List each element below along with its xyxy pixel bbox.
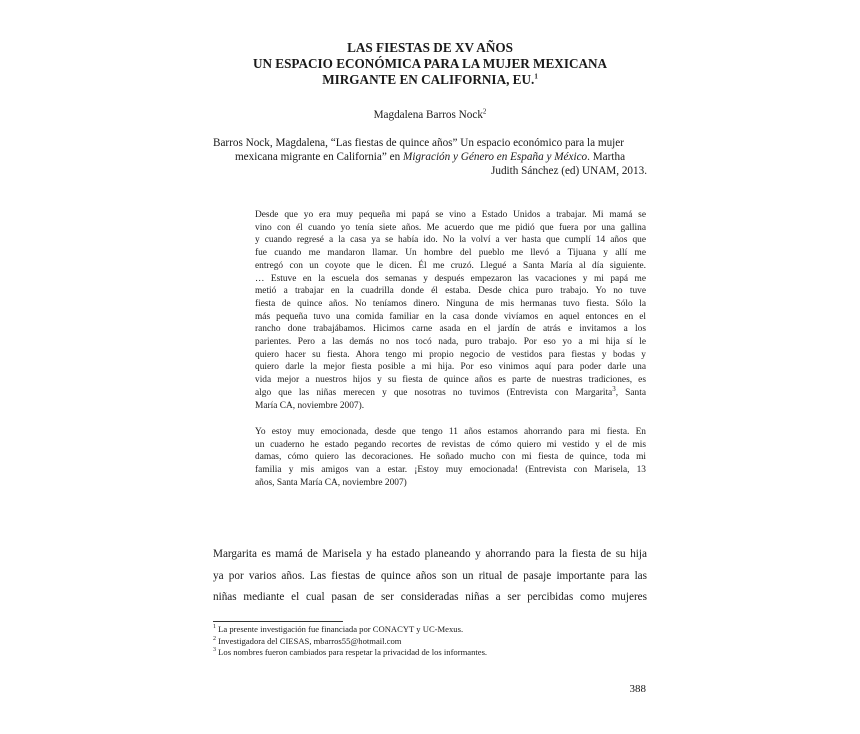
quote-line-tail: , Santa <box>615 387 646 398</box>
footnote-2 <box>213 636 647 648</box>
quote-line: Desde que yo era muy pequeña mi papá se vino a Estado Unidos a trabajar. Mi mamá se <box>255 210 646 220</box>
page-number: 388 <box>629 683 646 695</box>
citation-block <box>213 136 647 178</box>
quote-line: familia y mis amigos van a estar. ¡Estoy muy emocionada! (Entrevista con Marisela, 13 <box>255 465 646 476</box>
quote-line-text: algo que las niñas merecen y que nosotras no tuvimos (Entrevista con Margarita <box>255 387 613 398</box>
citation-line-3: Judith Sánchez (ed) UNAM, 2013. <box>491 165 647 177</box>
quote-line: y cuando regresé a la casa ya se había ido. No la volví a ver hasta que cumplí 14 años que <box>255 235 646 246</box>
footnote-mark: 3 <box>213 647 216 654</box>
quote-line: vino con él cuando yo tenía siete años. Me acuerdo que me pidió que fuera por una gallina <box>255 222 646 233</box>
footnote-mark: 1 <box>213 624 216 631</box>
footnote-separator <box>213 621 343 622</box>
quote-line: rancho done trabajábamos. Hicimos carne asada en el jardín de atrás e invitamos a los <box>255 324 646 335</box>
author-name: Magdalena Barros Nock <box>373 109 483 121</box>
quote-line: María CA, noviembre 2007). <box>255 400 365 411</box>
body-line: niñas mediante el cual pasan de ser consideradas niñas a ser percibidas como mujeres <box>213 591 647 603</box>
quote-line: vida mejor a nuestros hijos y su fiesta de quince años es parte de nuestras tradiciones, es <box>255 375 646 386</box>
quote-line: fiesta de quince años. No teníamos dinero. Ninguna de mis hermanas tuvo fiesta. Sólo la <box>255 298 646 309</box>
footnote-ref-1[interactable]: 1 <box>534 72 538 81</box>
quote-line: Yo estoy muy emocionada, desde que tengo 11 años estamos ahorrando para mi fiesta. En <box>255 427 646 437</box>
author-line <box>213 108 647 122</box>
footnote-1 <box>213 624 647 636</box>
quote-line: damas, cómo quiero las decoraciones. He soñado mucho con mi fiesta de quince, toda mi <box>255 452 646 463</box>
citation-book-title: Migración y Género en España y México <box>403 151 588 163</box>
quote-line: quiero darle la mejor fiesta posible a mi hija. Por eso vinimos aquí para poder darle una <box>255 362 646 373</box>
body-paragraph <box>213 544 647 609</box>
title-line-1: LAS FIESTAS DE XV AÑOS <box>347 40 513 55</box>
quote-line: … Estuve en la escuela dos semanas y después empezaron las vacaciones y mi papá me <box>255 273 646 284</box>
quote-line: entregó con un coyote que le dicen. Él me cruzó. Llegué a Santa María al día siguiente. <box>255 260 646 271</box>
body-line: ya por varios años. Las fiestas de quince años son un ritual de pasaje importante para las <box>213 569 647 582</box>
citation-line-2-pre: mexicana migrante en California” en <box>234 151 404 163</box>
footnote-text: Investigadora del CIESAS, mbarros55@hotmail.com <box>216 635 402 646</box>
title-line-3-text: MIRGANTE EN CALIFORNIA, EU. <box>322 72 535 87</box>
title-line-3 <box>213 72 647 88</box>
quote-line: años, Santa María CA, noviembre 2007) <box>255 477 407 488</box>
footnote-ref-2[interactable]: 2 <box>482 107 487 116</box>
body-line: Margarita es mamá de Marisela y ha estado planeando y ahorrando para la fiesta de su hija <box>213 548 647 560</box>
footnote-mark: 2 <box>213 635 216 642</box>
quote-line: metió a trabajar en la cuadrilla donde él estaba. Desde chica puro trabajo. Yo no tuve <box>255 286 646 297</box>
footnote-3 <box>213 647 647 659</box>
block-quote-marisela <box>255 426 646 490</box>
paper-title <box>213 40 647 88</box>
footnote-text: Los nombres fueron cambiados para respetar la privacidad de los informantes. <box>216 647 488 658</box>
citation-line-1: Barros Nock, Magdalena, “Las fiestas de quince años” Un espacio económico para la mujer <box>213 137 624 149</box>
quote-line: parientes. Pero a las demás no nos tocó nada, puro trabajo. Por eso yo a mi hija sí le <box>255 337 646 348</box>
quote-line: fue cuando me mandaron llamar. Un hombre del pueblo me llevó a Tijuana y allí me <box>255 248 646 259</box>
footnotes <box>213 624 647 659</box>
quote-line: quiero hacer su fiesta. Ahora tengo mi propio negocio de vestidos para fiestas y bodas y <box>255 349 646 360</box>
quote-line: un cuaderno he estado pegando recortes de revistas de cómo quiero mi vestido y el de mis <box>255 439 646 450</box>
footnote-text: La presente investigación fue financiada por CONACYT y UC-Mexus. <box>216 624 464 634</box>
citation-line-2 <box>213 150 647 164</box>
quote-line: más pequeña tuvo una comida familiar en la casa donde vivíamos en aquel entonces en el <box>255 311 646 322</box>
quote-line <box>255 384 646 400</box>
footnote-ref-3[interactable]: 3 <box>612 384 616 393</box>
citation-line-2-post: . Martha <box>587 151 626 163</box>
block-quote-margarita <box>255 209 646 412</box>
title-line-2: UN ESPACIO ECONÓMICA PARA LA MUJER MEXICANA <box>252 56 608 71</box>
